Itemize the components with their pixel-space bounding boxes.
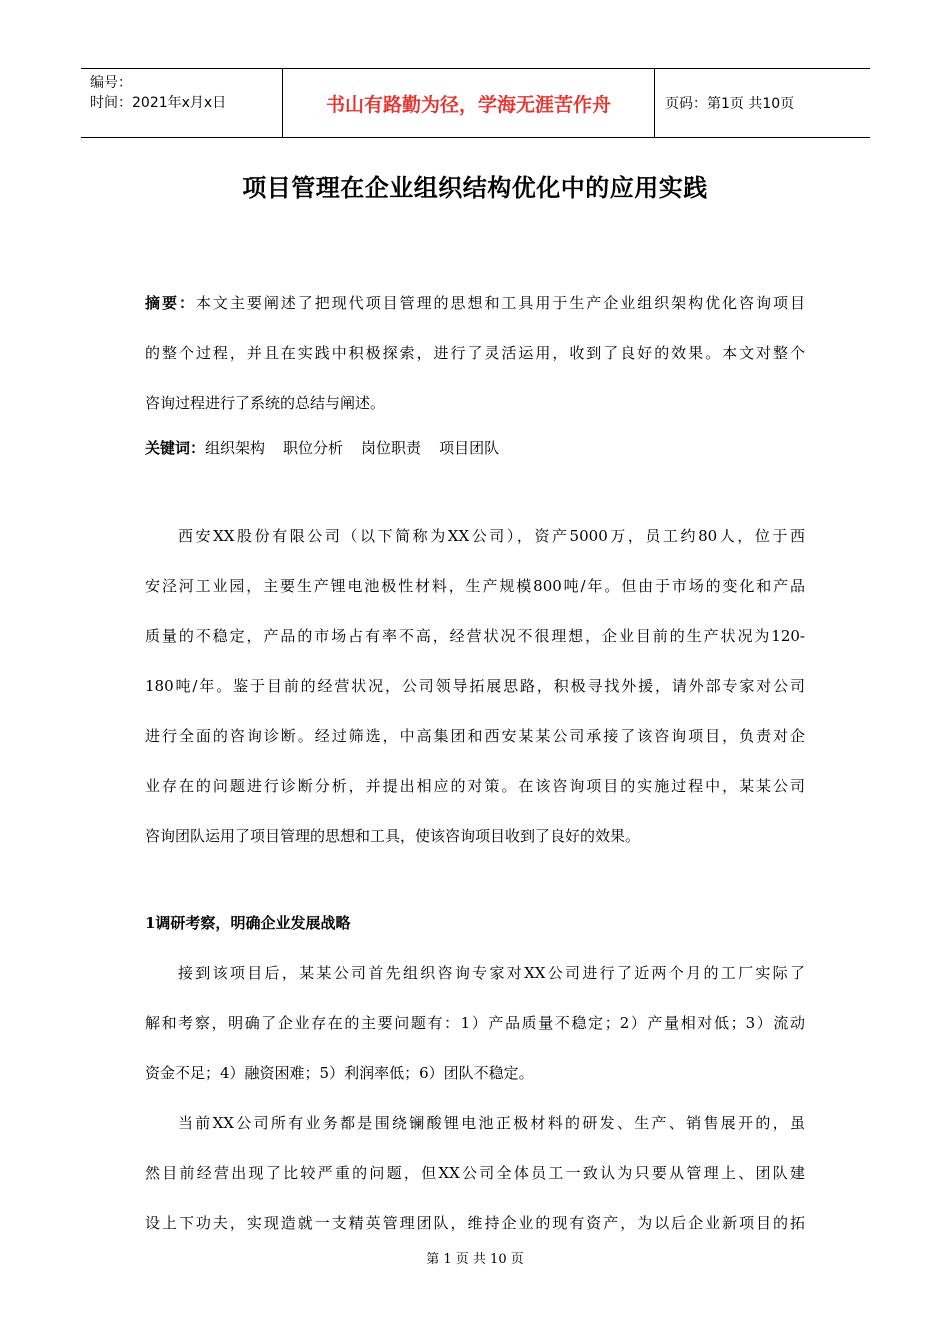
keyword: 组织架构	[205, 439, 266, 457]
keywords	[145, 437, 805, 487]
text-line: 解和考察，明确了企业存在的主要问题有：1）产品质量不稳定；2）产量相对低；3）流动	[145, 1014, 805, 1032]
text-line: 咨询团队运用了项目管理的思想和工具，使该咨询项目收到了良好的效果。	[145, 827, 641, 845]
abstract-line: 摘要：本文主要阐述了把现代项目管理的思想和工具用于生产企业组织架构优化咨询项目	[145, 294, 805, 312]
text-line: 接到该项目后，某某公司首先组织咨询专家对XX公司进行了近两个月的工厂实际了	[178, 964, 805, 982]
text-line: 进行全面的咨询诊断。经过筛选，中高集团和西安某某公司承接了该咨询项目，负责对企	[145, 727, 805, 745]
intro-paragraph	[145, 525, 805, 875]
document-title: 项目管理在企业组织结构优化中的应用实践	[242, 174, 708, 202]
text-line: 业存在的问题进行诊断分析，并提出相应的对策。在该咨询项目的实施过程中，某某公司	[145, 777, 805, 795]
text-line: 当前XX公司所有业务都是围绕镧酸锂电池正极材料的研发、生产、销售展开的，虽	[178, 1114, 805, 1132]
section-1	[145, 912, 805, 1262]
keyword: 岗位职责	[361, 439, 422, 457]
abstract-line: 的整个过程，并且在实践中积极探索，进行了灵活运用，收到了良好的效果。本文对整个	[145, 344, 805, 362]
header-motto: 书山有路勤为径，学海无涯苦作舟	[282, 69, 655, 137]
time-label: 时间：2021年x月x日	[90, 95, 227, 111]
text-line: 西安XX股份有限公司（以下简称为XX公司），资产5000万，员工约80人，位于西	[178, 527, 805, 545]
section-heading: 1调研考察，明确企业发展战略	[145, 914, 351, 932]
keywords-label: 关键词：	[145, 439, 206, 457]
abstract-label: 摘要：	[145, 294, 196, 312]
keyword: 职位分析	[283, 439, 344, 457]
number-label: 编号：	[90, 75, 132, 91]
header-table	[81, 68, 870, 138]
header-meta	[81, 69, 282, 137]
text-line: 质量的不稳定，产品的市场占有率不高，经营状况不很理想，企业目前的生产状况为120-	[145, 627, 805, 645]
header-page-info: 页码：第1页 共10页	[665, 96, 795, 112]
abstract-line: 咨询过程进行了系统的总结与阐述。	[145, 394, 386, 412]
abstract	[145, 292, 805, 442]
text-line: 设上下功夫，实现造就一支精英管理团队，维持企业的现有资产，为以后企业新项目的拓	[145, 1214, 805, 1232]
text-line: 安泾河工业园，主要生产锂电池极性材料，生产规模800吨/年。但由于市场的变化和产品	[145, 577, 805, 595]
page-footer: 第 1 页 共 10 页	[426, 1252, 524, 1267]
keyword: 项目团队	[439, 439, 500, 457]
text-line: 资金不足；4）融资困难；5）利润率低；6）团队不稳定。	[145, 1064, 534, 1082]
text-line: 180吨/年。鉴于目前的经营状况，公司领导拓展思路，积极寻找外援，请外部专家对公司	[145, 677, 805, 695]
text-line: 然目前经营出现了比较严重的问题，但XX公司全体员工一致认为只要从管理上、团队建	[145, 1164, 805, 1182]
